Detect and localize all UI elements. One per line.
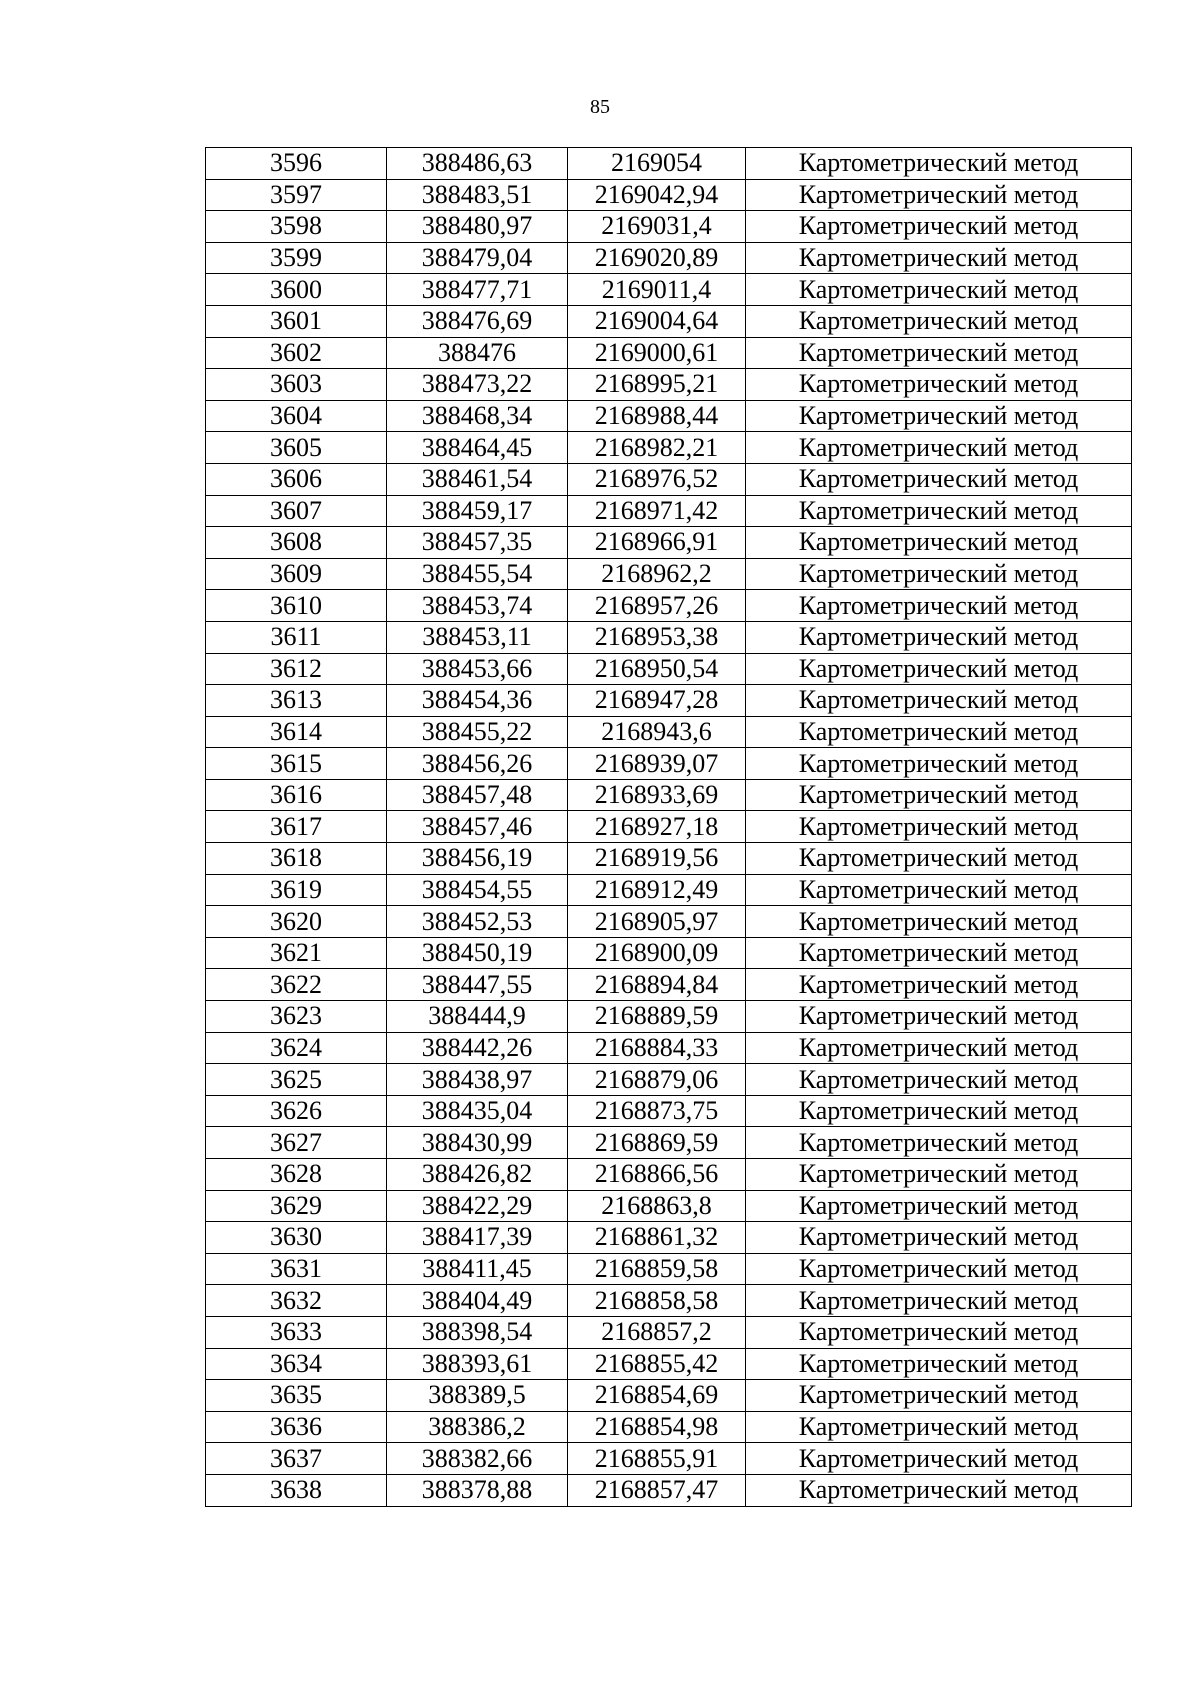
method-cell: Картометрический метод [746,558,1132,590]
x-coordinate-cell: 388398,54 [387,1316,568,1348]
table-row [206,463,1132,495]
x-coordinate-cell: 388453,74 [387,590,568,622]
point-number-cell: 3614 [206,716,387,748]
x-coordinate-cell: 388454,55 [387,874,568,906]
point-number-cell: 3636 [206,1411,387,1443]
x-coordinate-cell: 388435,04 [387,1095,568,1127]
method-cell: Картометрический метод [746,874,1132,906]
y-coordinate-cell: 2169011,4 [568,274,746,306]
method-cell: Картометрический метод [746,1127,1132,1159]
x-coordinate-cell: 388464,45 [387,432,568,464]
point-number-cell: 3610 [206,590,387,622]
page-number: 85 [590,96,610,118]
y-coordinate-cell: 2168912,49 [568,874,746,906]
x-coordinate-cell: 388442,26 [387,1032,568,1064]
table-row [206,1127,1132,1159]
table-row [206,906,1132,938]
x-coordinate-cell: 388459,17 [387,495,568,527]
point-number-cell: 3635 [206,1380,387,1412]
method-cell: Картометрический метод [746,1285,1132,1317]
method-cell: Картометрический метод [746,716,1132,748]
point-number-cell: 3604 [206,400,387,432]
x-coordinate-cell: 388386,2 [387,1411,568,1443]
point-number-cell: 3606 [206,463,387,495]
method-cell: Картометрический метод [746,811,1132,843]
point-number-cell: 3637 [206,1443,387,1475]
x-coordinate-cell: 388411,45 [387,1253,568,1285]
point-number-cell: 3620 [206,906,387,938]
method-cell: Картометрический метод [746,621,1132,653]
y-coordinate-cell: 2168962,2 [568,558,746,590]
table-row [206,1064,1132,1096]
point-number-cell: 3627 [206,1127,387,1159]
y-coordinate-cell: 2168939,07 [568,748,746,780]
x-coordinate-cell: 388473,22 [387,369,568,401]
point-number-cell: 3605 [206,432,387,464]
point-number-cell: 3630 [206,1222,387,1254]
x-coordinate-cell: 388461,54 [387,463,568,495]
table-row [206,590,1132,622]
x-coordinate-cell: 388389,5 [387,1380,568,1412]
y-coordinate-cell: 2168857,47 [568,1474,746,1506]
y-coordinate-cell: 2168971,42 [568,495,746,527]
table-row [206,685,1132,717]
point-number-cell: 3638 [206,1474,387,1506]
method-cell: Картометрический метод [746,1222,1132,1254]
point-number-cell: 3624 [206,1032,387,1064]
y-coordinate-cell: 2168854,98 [568,1411,746,1443]
y-coordinate-cell: 2169031,4 [568,211,746,243]
point-number-cell: 3631 [206,1253,387,1285]
method-cell: Картометрический метод [746,969,1132,1001]
point-number-cell: 3623 [206,1001,387,1033]
y-coordinate-cell: 2168889,59 [568,1001,746,1033]
x-coordinate-cell: 388454,36 [387,685,568,717]
method-cell: Картометрический метод [746,337,1132,369]
point-number-cell: 3609 [206,558,387,590]
table-row [206,779,1132,811]
point-number-cell: 3633 [206,1316,387,1348]
point-number-cell: 3600 [206,274,387,306]
x-coordinate-cell: 388456,26 [387,748,568,780]
table-row [206,1285,1132,1317]
y-coordinate-cell: 2168927,18 [568,811,746,843]
table-row [206,1159,1132,1191]
method-cell: Картометрический метод [746,242,1132,274]
method-cell: Картометрический метод [746,843,1132,875]
x-coordinate-cell: 388457,46 [387,811,568,843]
y-coordinate-cell: 2168900,09 [568,937,746,969]
method-cell: Картометрический метод [746,590,1132,622]
y-coordinate-cell: 2168884,33 [568,1032,746,1064]
x-coordinate-cell: 388382,66 [387,1443,568,1475]
method-cell: Картометрический метод [746,748,1132,780]
method-cell: Картометрический метод [746,463,1132,495]
point-number-cell: 3603 [206,369,387,401]
point-number-cell: 3596 [206,148,387,180]
table-row [206,242,1132,274]
table-row [206,179,1132,211]
x-coordinate-cell: 388480,97 [387,211,568,243]
x-coordinate-cell: 388457,48 [387,779,568,811]
x-coordinate-cell: 388486,63 [387,148,568,180]
method-cell: Картометрический метод [746,1316,1132,1348]
method-cell: Картометрический метод [746,495,1132,527]
point-number-cell: 3622 [206,969,387,1001]
y-coordinate-cell: 2169020,89 [568,242,746,274]
method-cell: Картометрический метод [746,1190,1132,1222]
point-number-cell: 3617 [206,811,387,843]
point-number-cell: 3615 [206,748,387,780]
x-coordinate-cell: 388452,53 [387,906,568,938]
y-coordinate-cell: 2168950,54 [568,653,746,685]
point-number-cell: 3626 [206,1095,387,1127]
table-row [206,211,1132,243]
y-coordinate-cell: 2168919,56 [568,843,746,875]
y-coordinate-cell: 2168957,26 [568,590,746,622]
point-number-cell: 3611 [206,621,387,653]
y-coordinate-cell: 2168995,21 [568,369,746,401]
table-row [206,1411,1132,1443]
table-row [206,1316,1132,1348]
y-coordinate-cell: 2168933,69 [568,779,746,811]
y-coordinate-cell: 2168982,21 [568,432,746,464]
y-coordinate-cell: 2168861,32 [568,1222,746,1254]
point-number-cell: 3625 [206,1064,387,1096]
x-coordinate-cell: 388476,69 [387,305,568,337]
table-row [206,337,1132,369]
table-row [206,811,1132,843]
y-coordinate-cell: 2168976,52 [568,463,746,495]
method-cell: Картометрический метод [746,685,1132,717]
point-number-cell: 3597 [206,179,387,211]
method-cell: Картометрический метод [746,1474,1132,1506]
table-row [206,1190,1132,1222]
point-number-cell: 3629 [206,1190,387,1222]
table-row [206,621,1132,653]
x-coordinate-cell: 388479,04 [387,242,568,274]
point-number-cell: 3621 [206,937,387,969]
method-cell: Картометрический метод [746,148,1132,180]
point-number-cell: 3608 [206,527,387,559]
y-coordinate-cell: 2168857,2 [568,1316,746,1348]
coordinates-table-body [206,148,1132,1507]
x-coordinate-cell: 388457,35 [387,527,568,559]
y-coordinate-cell: 2168855,42 [568,1348,746,1380]
point-number-cell: 3632 [206,1285,387,1317]
table-row [206,1474,1132,1506]
x-coordinate-cell: 388455,22 [387,716,568,748]
point-number-cell: 3599 [206,242,387,274]
x-coordinate-cell: 388438,97 [387,1064,568,1096]
y-coordinate-cell: 2169000,61 [568,337,746,369]
method-cell: Картометрический метод [746,1411,1132,1443]
y-coordinate-cell: 2168988,44 [568,400,746,432]
table-row [206,558,1132,590]
x-coordinate-cell: 388417,39 [387,1222,568,1254]
table-row [206,495,1132,527]
x-coordinate-cell: 388453,11 [387,621,568,653]
method-cell: Картометрический метод [746,1001,1132,1033]
point-number-cell: 3613 [206,685,387,717]
x-coordinate-cell: 388393,61 [387,1348,568,1380]
point-number-cell: 3616 [206,779,387,811]
x-coordinate-cell: 388447,55 [387,969,568,1001]
table-row [206,1095,1132,1127]
method-cell: Картометрический метод [746,1095,1132,1127]
x-coordinate-cell: 388378,88 [387,1474,568,1506]
y-coordinate-cell: 2168863,8 [568,1190,746,1222]
point-number-cell: 3618 [206,843,387,875]
method-cell: Картометрический метод [746,1159,1132,1191]
point-number-cell: 3628 [206,1159,387,1191]
x-coordinate-cell: 388422,29 [387,1190,568,1222]
x-coordinate-cell: 388476 [387,337,568,369]
point-number-cell: 3601 [206,305,387,337]
y-coordinate-cell: 2169054 [568,148,746,180]
point-number-cell: 3607 [206,495,387,527]
method-cell: Картометрический метод [746,906,1132,938]
table-row [206,843,1132,875]
table-row [206,969,1132,1001]
y-coordinate-cell: 2168869,59 [568,1127,746,1159]
method-cell: Картометрический метод [746,1348,1132,1380]
method-cell: Картометрический метод [746,305,1132,337]
y-coordinate-cell: 2168873,75 [568,1095,746,1127]
method-cell: Картометрический метод [746,1380,1132,1412]
table-row [206,1380,1132,1412]
method-cell: Картометрический метод [746,274,1132,306]
table-row [206,527,1132,559]
x-coordinate-cell: 388456,19 [387,843,568,875]
y-coordinate-cell: 2169004,64 [568,305,746,337]
y-coordinate-cell: 2168953,38 [568,621,746,653]
point-number-cell: 3634 [206,1348,387,1380]
table-row [206,305,1132,337]
table-row [206,1032,1132,1064]
table-row [206,369,1132,401]
x-coordinate-cell: 388455,54 [387,558,568,590]
y-coordinate-cell: 2168866,56 [568,1159,746,1191]
y-coordinate-cell: 2168855,91 [568,1443,746,1475]
y-coordinate-cell: 2168854,69 [568,1380,746,1412]
x-coordinate-cell: 388426,82 [387,1159,568,1191]
x-coordinate-cell: 388404,49 [387,1285,568,1317]
y-coordinate-cell: 2168966,91 [568,527,746,559]
point-number-cell: 3598 [206,211,387,243]
table-row [206,400,1132,432]
table-row [206,716,1132,748]
table-row [206,748,1132,780]
method-cell: Картометрический метод [746,400,1132,432]
y-coordinate-cell: 2168879,06 [568,1064,746,1096]
y-coordinate-cell: 2168943,6 [568,716,746,748]
method-cell: Картометрический метод [746,1253,1132,1285]
table-row [206,1253,1132,1285]
y-coordinate-cell: 2168905,97 [568,906,746,938]
y-coordinate-cell: 2168947,28 [568,685,746,717]
table-row [206,1348,1132,1380]
method-cell: Картометрический метод [746,211,1132,243]
point-number-cell: 3612 [206,653,387,685]
method-cell: Картометрический метод [746,1032,1132,1064]
y-coordinate-cell: 2169042,94 [568,179,746,211]
x-coordinate-cell: 388468,34 [387,400,568,432]
method-cell: Картометрический метод [746,779,1132,811]
point-number-cell: 3602 [206,337,387,369]
y-coordinate-cell: 2168858,58 [568,1285,746,1317]
table-row [206,1222,1132,1254]
x-coordinate-cell: 388444,9 [387,1001,568,1033]
x-coordinate-cell: 388430,99 [387,1127,568,1159]
method-cell: Картометрический метод [746,937,1132,969]
table-row [206,653,1132,685]
x-coordinate-cell: 388450,19 [387,937,568,969]
point-number-cell: 3619 [206,874,387,906]
table-row [206,432,1132,464]
table-row [206,937,1132,969]
coordinates-table [205,147,1132,1507]
y-coordinate-cell: 2168859,58 [568,1253,746,1285]
method-cell: Картометрический метод [746,369,1132,401]
method-cell: Картометрический метод [746,653,1132,685]
method-cell: Картометрический метод [746,1064,1132,1096]
x-coordinate-cell: 388453,66 [387,653,568,685]
method-cell: Картометрический метод [746,1443,1132,1475]
x-coordinate-cell: 388483,51 [387,179,568,211]
table-row [206,1001,1132,1033]
method-cell: Картометрический метод [746,527,1132,559]
table-row [206,148,1132,180]
table-row [206,874,1132,906]
table-row [206,1443,1132,1475]
method-cell: Картометрический метод [746,179,1132,211]
x-coordinate-cell: 388477,71 [387,274,568,306]
y-coordinate-cell: 2168894,84 [568,969,746,1001]
table-row [206,274,1132,306]
method-cell: Картометрический метод [746,432,1132,464]
